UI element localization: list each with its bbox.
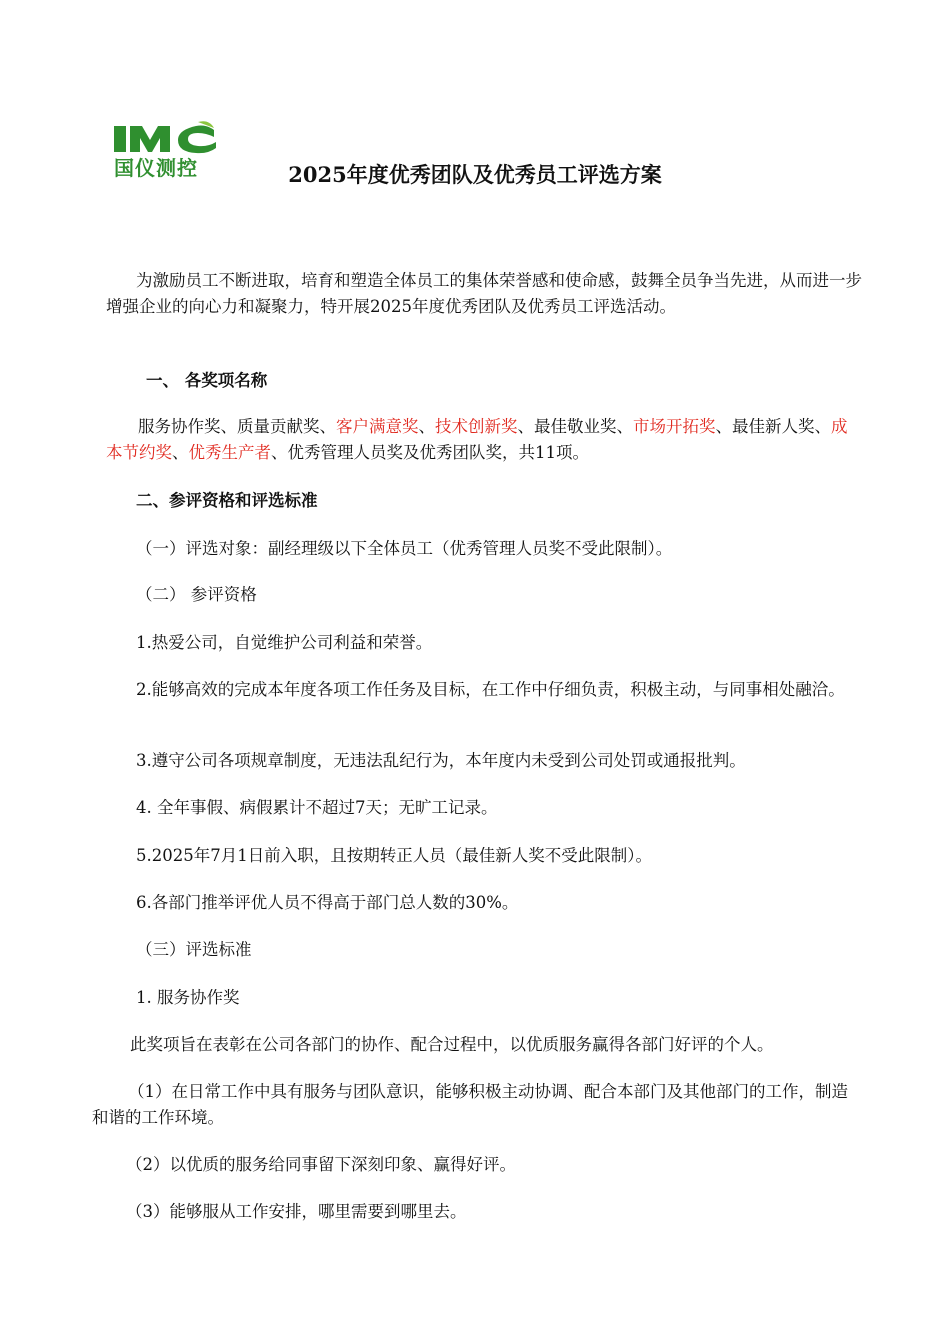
award-name: 优秀管理人员奖及优秀团队奖 [287, 443, 502, 462]
award1-heading: 1. 服务协作奖 [136, 988, 240, 1007]
award-name: 最佳敬业奖 [534, 417, 617, 436]
intro-paragraph: 为激励员工不断进取，培育和塑造全体员工的集体荣誉感和使命感，鼓舞全员争当先进，从而进一步增强企业的向心力和凝聚力，特开展2025年度优秀团队及优秀员工评选活动。 [106, 271, 862, 316]
award-separator: 、 [616, 417, 633, 436]
award-separator: ， [502, 443, 519, 462]
award-name: 技术创新奖 [435, 417, 518, 436]
award-total: 共11项。 [518, 443, 589, 462]
award1-item: （3）能够服从工作安排，哪里需要到哪里去。 [126, 1202, 467, 1221]
qualification-item: 1.热爱公司，自觉维护公司利益和荣誉。 [136, 633, 433, 652]
award-separator: 、 [220, 417, 237, 436]
award-name: 质量贡献奖 [237, 417, 320, 436]
award-name: 成本节约奖 [106, 417, 848, 462]
qualification-heading: （二） 参评资格 [136, 585, 257, 604]
qualification-item: 4. 全年事假、病假累计不超过7天；无旷工记录。 [136, 798, 498, 817]
award-separator: 、 [172, 443, 189, 462]
qualification-item: 5.2025年7月1日前入职，且按期转正人员（最佳新人奖不受此限制）。 [136, 846, 652, 865]
award-separator: 、 [271, 443, 288, 462]
qualification-item: 2.能够高效的完成本年度各项工作任务及目标，在工作中仔细负责，积极主动，与同事相处融洽。 [136, 680, 845, 699]
award-name: 市场开拓奖 [633, 417, 716, 436]
award1-item: （1）在日常工作中具有服务与团队意识，能够积极主动协调、配合本部门及其他部门的工作，制造和谐的工作环境。 [92, 1082, 848, 1127]
qualification-item: 3.遵守公司各项规章制度，无违法乱纪行为，本年度内未受到公司处罚或通报批判。 [136, 751, 746, 770]
section2-heading: 二、参评资格和评选标准 [136, 491, 318, 510]
qualification-item: 6.各部门推举评优人员不得高于部门总人数的30%。 [136, 893, 519, 912]
award-name: 优秀生产者 [188, 443, 271, 462]
award-separator: 、 [319, 417, 336, 436]
awards-list [106, 414, 862, 466]
award-separator: 、 [715, 417, 732, 436]
award-separator: 、 [814, 417, 831, 436]
award1-description: 此奖项旨在表彰在公司各部门的协作、配合过程中，以优质服务赢得各部门好评的个人。 [130, 1035, 774, 1054]
document-title: 2025年度优秀团队及优秀员工评选方案 [288, 162, 662, 187]
criteria-heading: （三）评选标准 [136, 940, 252, 959]
award-name: 服务协作奖 [138, 417, 221, 436]
award1-item: （2）以优质的服务给同事留下深刻印象、赢得好评。 [126, 1155, 516, 1174]
award-name: 最佳新人奖 [732, 417, 815, 436]
section1-heading: 一、 各奖项名称 [146, 371, 268, 390]
award-separator: 、 [517, 417, 534, 436]
logo-company-name: 国仪测控 [114, 156, 198, 180]
award-separator: 、 [418, 417, 435, 436]
imc-logo-mark [114, 120, 220, 160]
award-name: 客户满意奖 [336, 417, 419, 436]
eligibility-object: （一）评选对象：副经理级以下全体员工（优秀管理人员奖不受此限制）。 [136, 539, 673, 558]
